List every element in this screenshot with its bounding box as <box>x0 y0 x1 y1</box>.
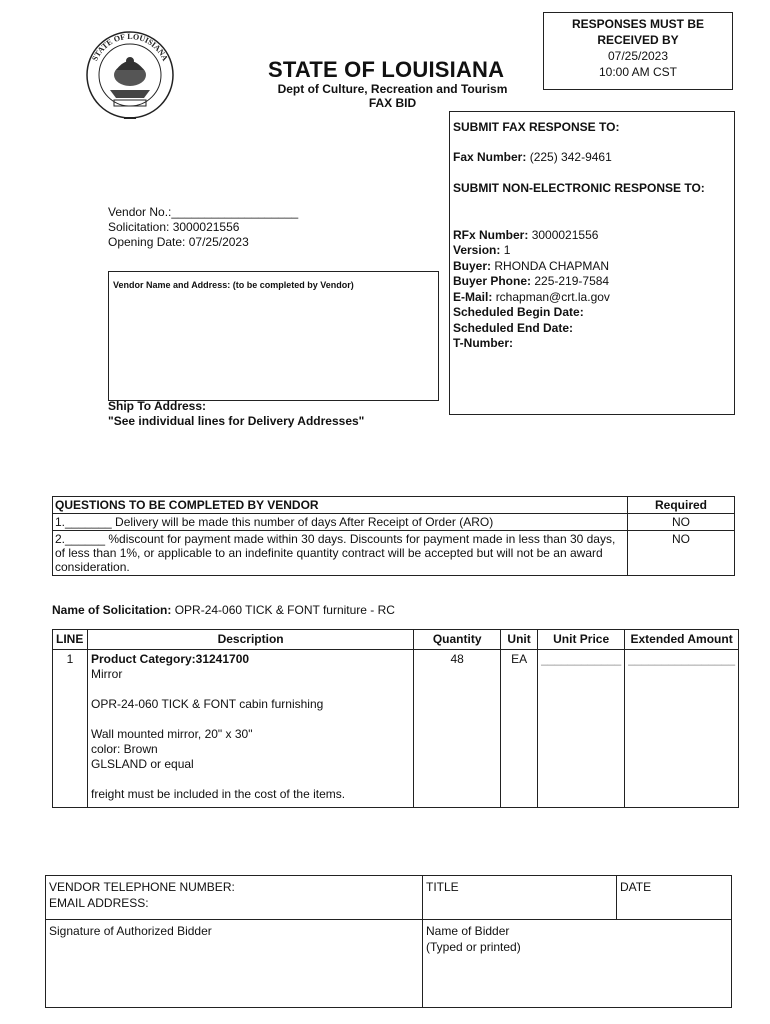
svg-text:STATE OF LOUISIANA: STATE OF LOUISIANA <box>90 31 170 63</box>
solicitation-name-label: Name of Solicitation: <box>52 603 172 617</box>
deadline-time: 10:00 AM CST <box>598 65 678 79</box>
rfx-label: RFx Number: <box>453 228 529 242</box>
item-desc-line: freight must be included in the cost of the items. <box>90 787 346 801</box>
item-desc-line: OPR-24-060 TICK & FONT cabin furnishing <box>90 697 324 711</box>
item-unit: EA <box>501 650 538 808</box>
item-desc-line: color: Brown <box>90 742 158 756</box>
version-label: Version: <box>453 243 501 257</box>
doc-type: FAX BID <box>368 96 417 110</box>
table-header-row <box>53 497 735 514</box>
buyer-phone-row <box>453 274 609 288</box>
signature-table <box>45 875 732 1008</box>
date-cell[interactable] <box>617 876 732 920</box>
fax-heading: SUBMIT FAX RESPONSE TO: <box>453 120 620 134</box>
question-text[interactable]: 1._______ Delivery will be made this number of days After Receipt of Order (ARO) <box>53 514 628 531</box>
rfx-value: 3000021556 <box>531 228 599 242</box>
nonelec-heading: SUBMIT NON-ELECTRONIC RESPONSE TO: <box>453 181 705 195</box>
question-text[interactable]: 2.______ %discount for payment made within 30 days. Discounts for payment made in less than 30 days, of less than 1%, or applicable to an indefinite quantity contract will be accepted but will not be an award consideration. <box>53 531 628 576</box>
deadline-line2: RECEIVED BY <box>597 33 679 47</box>
col-unit-price: Unit Price <box>538 630 625 650</box>
signature-label: Signature of Authorized Bidder <box>49 924 212 938</box>
col-description: Description <box>87 630 413 650</box>
fax-value: (225) 342-9461 <box>529 150 612 164</box>
vendor-email-label: EMAIL ADDRESS: <box>49 896 149 910</box>
vendor-questions-table <box>52 496 735 576</box>
version-value: 1 <box>503 243 511 257</box>
item-category: Product Category:31241700 <box>90 652 250 666</box>
solicitation-number: Solicitation: 3000021556 <box>108 220 240 234</box>
title-cell[interactable] <box>423 876 617 920</box>
vendor-number: Vendor No.:___________________ <box>108 205 299 219</box>
deadline-date: 07/25/2023 <box>607 49 669 63</box>
date-label: DATE <box>620 880 652 894</box>
buyer-label: Buyer: <box>453 259 492 273</box>
vendor-name-address-label: Vendor Name and Address: (to be completed by Vendor) <box>113 280 354 290</box>
vendor-phone-label: VENDOR TELEPHONE NUMBER: <box>49 880 235 894</box>
item-desc-line: Mirror <box>90 667 123 681</box>
ship-to-value: "See individual lines for Delivery Addresses" <box>108 414 365 428</box>
begin-date-label: Scheduled Begin Date: <box>453 305 584 319</box>
table-header-row <box>53 630 739 650</box>
table-row <box>46 876 732 920</box>
submit-response-box <box>449 111 735 415</box>
item-line: 1 <box>53 650 88 808</box>
page-title: STATE OF LOUISIANA <box>268 57 505 82</box>
signature-cell[interactable] <box>46 920 423 1008</box>
table-row <box>53 650 739 808</box>
col-unit: Unit <box>501 630 538 650</box>
item-desc-line: GLSLAND or equal <box>90 757 194 771</box>
item-desc-line: Wall mounted mirror, 20" x 30" <box>90 727 253 741</box>
item-extended-field[interactable]: ________________ <box>625 650 739 808</box>
fax-label: Fax Number: <box>453 150 527 164</box>
ship-to-label: Ship To Address: <box>108 399 207 413</box>
buyer-value: RHONDA CHAPMAN <box>494 259 610 273</box>
table-row <box>46 920 732 1008</box>
col-quantity: Quantity <box>414 630 501 650</box>
opening-date: Opening Date: 07/25/2023 <box>108 235 249 249</box>
email-label: E-Mail: <box>453 290 493 304</box>
fax-number-row <box>453 150 612 164</box>
solicitation-name <box>52 603 395 617</box>
deadline-line1: RESPONSES MUST BE <box>571 17 705 31</box>
question-required: NO <box>628 531 735 576</box>
item-unit-price-field[interactable]: ____________ <box>538 650 625 808</box>
email-row <box>453 290 610 304</box>
buyer-phone-value: 225-219-7584 <box>534 274 610 288</box>
solicitation-name-value: OPR-24-060 TICK & FONT furniture - RC <box>174 603 395 617</box>
item-description <box>87 650 413 808</box>
line-items-table <box>52 629 739 808</box>
bidder-name-cell[interactable] <box>423 920 732 1008</box>
email-value: rchapman@crt.la.gov <box>495 290 610 304</box>
col-extended: Extended Amount <box>625 630 739 650</box>
response-deadline-box <box>543 12 733 90</box>
version-row <box>453 243 510 257</box>
end-date-label: Scheduled End Date: <box>453 321 574 335</box>
bidder-name-sub: (Typed or printed) <box>426 940 521 954</box>
department-name <box>270 82 515 110</box>
rfx-row <box>453 228 598 242</box>
vendor-info <box>108 205 298 250</box>
table-row <box>53 531 735 576</box>
state-seal-logo <box>80 30 180 125</box>
required-heading: Required <box>628 497 735 514</box>
ship-to <box>108 399 364 429</box>
bidder-name-label: Name of Bidder <box>426 924 510 938</box>
vendor-name-address-box[interactable] <box>108 271 439 401</box>
col-line: LINE <box>53 630 88 650</box>
buyer-phone-label: Buyer Phone: <box>453 274 532 288</box>
item-quantity: 48 <box>414 650 501 808</box>
buyer-row <box>453 259 609 273</box>
title-label: TITLE <box>426 880 459 894</box>
table-row <box>53 514 735 531</box>
tnumber-label: T-Number: <box>453 336 513 350</box>
vendor-contact-cell[interactable] <box>46 876 423 920</box>
dept-line: Dept of Culture, Recreation and Tourism <box>277 82 508 96</box>
question-required: NO <box>628 514 735 531</box>
questions-heading: QUESTIONS TO BE COMPLETED BY VENDOR <box>53 497 628 514</box>
